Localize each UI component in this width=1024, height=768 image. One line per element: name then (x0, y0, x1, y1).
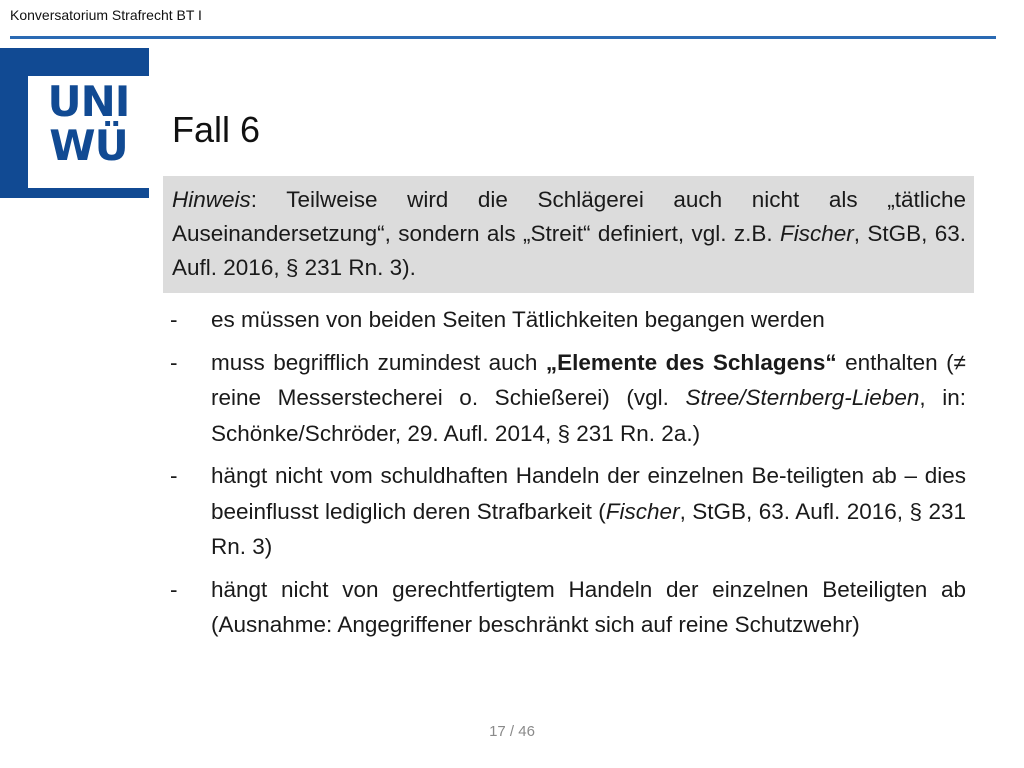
bullet-2-pre: muss begrifflich zumindest auch (211, 349, 546, 375)
bullet-item (170, 345, 966, 452)
note-box (163, 176, 974, 293)
bullet-2-post: , in: Schönke/Schröder, 29. Aufl. 2014, § 231 Rn. 2a.) (211, 385, 966, 446)
bullet-3-author: Fischer (605, 498, 680, 524)
logo-line-2: WÜ (49, 121, 128, 170)
bullet-item (170, 302, 966, 338)
page-number: 17 / 46 (489, 723, 535, 740)
bullet-2-author: Stree/Sternberg-Lieben (685, 385, 920, 410)
header-title: Konversatorium Strafrecht BT I (10, 7, 202, 23)
bullet-2-mid: enthalten (≠ reine Messerstecherei o. Schießerei) (vgl. (211, 349, 966, 410)
university-logo (0, 48, 149, 198)
bullet-1-text: es müssen von beiden Seiten Tätlichkeiten begangen werden (211, 307, 825, 332)
note-text (172, 183, 966, 285)
bullet-list (170, 302, 966, 650)
bullet-dash: - (170, 576, 178, 602)
bullet-item (170, 572, 966, 643)
bullet-item (170, 458, 966, 565)
logo-wordmark (28, 77, 149, 170)
bullet-dash: - (170, 307, 178, 332)
bullet-2-bold: „Elemente des Schlagens“ (545, 349, 837, 375)
note-text-part-1: : Teilweise wird die Schlägerei auch nicht als „tätliche Auseinandersetzung“, sondern als „Streit“ definiert, vgl. z.B. (172, 187, 966, 246)
header-divider (10, 36, 996, 39)
note-label: Hinweis (172, 187, 251, 212)
bullet-dash: - (170, 349, 178, 375)
logo-line-1: UNI (47, 77, 130, 126)
bullet-dash: - (170, 463, 178, 488)
bullet-4-text: hängt nicht von gerechtfertigtem Handeln der einzelnen Beteiligten ab (Ausnahme: Angegriffener beschränkt sich auf reine Schutzwehr) (211, 576, 966, 637)
bullet-3-post: , StGB, 63. Aufl. 2016, § 231 Rn. 3) (211, 498, 966, 559)
note-author: Fischer (779, 221, 854, 246)
note-text-part-2: , StGB, 63. Aufl. 2016, § 231 Rn. 3). (172, 221, 966, 280)
slide-title: Fall 6 (172, 109, 261, 150)
bullet-3-pre: hängt nicht vom schuldhaften Handeln der einzelnen Be-teiligten ab – dies beeinflusst lediglich deren Strafbarkeit ( (211, 463, 966, 524)
